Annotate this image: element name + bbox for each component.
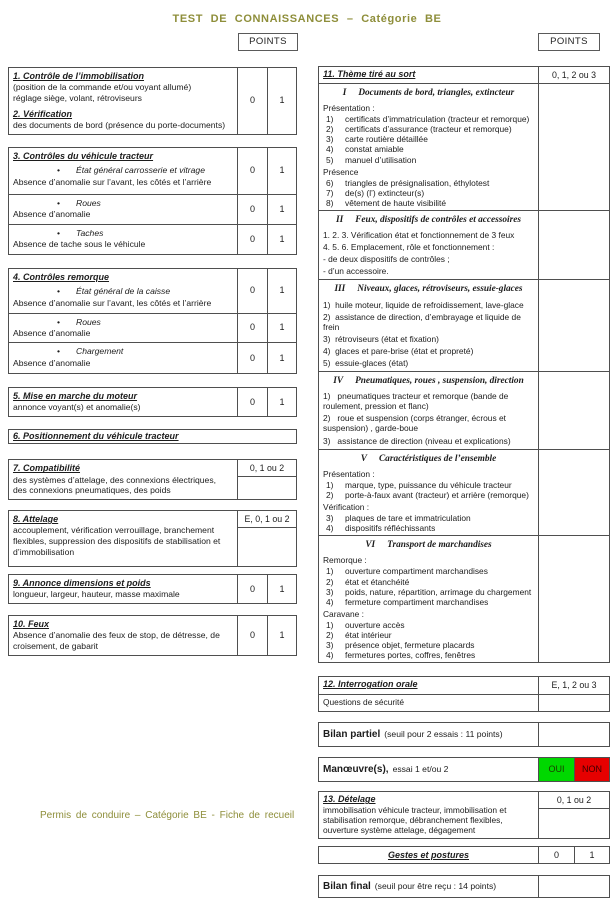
criterion-desc: annonce voyant(s) et anomalie(s) xyxy=(13,402,141,413)
section-2-line: des documents de bord (présence du porte-documents) xyxy=(13,119,226,130)
score-scale-label: E, 1, 2 ou 3 xyxy=(551,680,597,691)
left-column xyxy=(8,67,297,656)
theme-numeral: I xyxy=(342,88,347,98)
scoring-row xyxy=(9,430,296,443)
manoeuvre-box xyxy=(318,757,610,782)
theme-numeral: III xyxy=(334,284,346,295)
section-3-heading: 3. Contrôles du véhicule tracteur xyxy=(13,150,154,161)
section-11-text xyxy=(319,67,539,83)
page-footer: Permis de conduire – Catégorie BE - Fiche de recueil xyxy=(40,810,295,821)
theme-row xyxy=(319,372,609,450)
scoring-row xyxy=(319,695,609,711)
score-cell-1: 1 xyxy=(267,314,296,342)
section-6-text xyxy=(9,430,296,443)
score-cell-0: 0 xyxy=(249,95,255,106)
section-10-text xyxy=(9,616,238,655)
section-9-text xyxy=(9,575,238,603)
scoring-row xyxy=(9,388,296,416)
theme-title: Caractéristiques de l’ensemble xyxy=(378,453,497,464)
list-line: 2) roue et suspension (corps étranger, écrous et suspension) , garde-boue xyxy=(323,413,509,434)
list-line: 7) de(s) (l’) extincteur(s) xyxy=(326,187,425,198)
section-9-box xyxy=(8,574,297,604)
score-cell-empty xyxy=(539,536,609,662)
criterion-desc: Absence d’anomalie des feux de stop, de détresse, de croisement, de gabarit xyxy=(13,630,220,652)
bilan-final-text xyxy=(319,876,539,897)
criterion-desc: Absence d’anomalie xyxy=(13,328,91,339)
section-8-heading: 8. Attelage xyxy=(13,514,59,525)
bullet-icon: • xyxy=(57,346,61,357)
section-1-2-text xyxy=(9,68,238,134)
score-cell-1: 1 xyxy=(267,343,296,373)
bullet-item xyxy=(13,346,232,357)
list-line: 1) huile moteur, liquide de refroidissement, lave-glace xyxy=(323,299,524,310)
section-4-heading: 4. Contrôles remorque xyxy=(13,271,110,282)
criterion-desc: immobilisation véhicule tracteur, immobilisation et stabilisation remorque, débranchement flexibles, ouverture système attelage, dégagement xyxy=(323,804,507,836)
score-cell-0: 0 xyxy=(249,396,255,407)
section-5-text xyxy=(9,388,238,416)
scoring-row xyxy=(9,575,296,603)
list-line: Présentation : xyxy=(323,103,375,114)
scoring-row xyxy=(9,148,296,195)
section-9-heading: 9. Annonce dimensions et poids xyxy=(13,578,151,589)
score-cell-empty xyxy=(238,477,296,499)
list-line: Présentation : xyxy=(323,468,375,479)
score-cell-0: 0 xyxy=(249,583,255,594)
section-13-text xyxy=(319,792,539,838)
list-line: 5) manuel d’utilisation xyxy=(326,154,417,165)
theme-1-text xyxy=(319,84,539,210)
list-line: 1. 2. 3. Vérification état et fonctionnement de 3 feux xyxy=(323,230,515,241)
manoeuvre-note: essai 1 et/ou 2 xyxy=(392,764,449,775)
criterion-desc: Absence d’anomalie sur l’avant, les côtés et l’arrière xyxy=(13,297,212,308)
criterion-desc: accouplement, vérification verrouillage, branchement flexibles, suppression des dispositifs de stabilisation et d’immobilisation xyxy=(13,525,221,557)
list-line: 3) assistance de direction (niveau et explications) xyxy=(323,435,511,446)
score-column xyxy=(238,460,296,499)
list-line: Vérification : xyxy=(323,501,370,512)
scoring-row xyxy=(9,225,296,254)
scoring-row xyxy=(9,511,296,566)
score-column xyxy=(238,511,296,566)
theme-3-lines xyxy=(323,300,534,368)
list-line: 4) fermetures portes, coffres, fenêtres xyxy=(326,650,476,661)
score-cell-empty xyxy=(539,372,609,449)
theme-6-heading xyxy=(323,538,534,553)
theme-5-text xyxy=(319,450,539,536)
manoeuvre-text xyxy=(319,758,539,781)
theme-row xyxy=(319,211,609,280)
criterion-desc: des systèmes d’attelage, des connexions électriques, des connexions pneumatiques, des poids xyxy=(13,474,217,496)
section-5-box xyxy=(8,387,297,417)
points-header-left: POINTS xyxy=(238,33,298,51)
scoring-row xyxy=(9,460,296,499)
bullet-icon: • xyxy=(57,285,61,296)
list-line: 1) marque, type, puissance du véhicule tracteur xyxy=(326,479,512,490)
section-11-box xyxy=(318,66,610,663)
right-column xyxy=(318,66,610,898)
score-cell-0: 0 xyxy=(249,203,255,214)
list-line: 2) assistance de direction, d’embrayage et liquide de frein xyxy=(323,311,524,332)
list-line: 3) présence objet, fermeture placards xyxy=(326,639,475,650)
section-8-box xyxy=(8,510,297,567)
oui-cell: OUI xyxy=(539,758,574,781)
section-4-row2-text xyxy=(9,314,238,342)
list-line: 3) poids, nature, répartition, arrimage du chargement xyxy=(326,586,532,597)
score-cell-1: 1 xyxy=(267,388,296,416)
section-1-heading: 1. Contrôle de l’immobilisation xyxy=(13,71,145,81)
theme-row xyxy=(319,84,609,211)
list-line: 4) fermeture compartiment marchandises xyxy=(326,596,489,607)
points-header-right: POINTS xyxy=(538,33,600,51)
score-cell-0: 0 xyxy=(553,849,559,860)
score-cell-1: 1 xyxy=(267,148,296,194)
score-cell-1: 1 xyxy=(267,269,296,313)
scoring-row xyxy=(9,343,296,373)
bilan-final-box xyxy=(318,875,610,898)
criterion-desc: Absence de tache sous le véhicule xyxy=(13,239,146,250)
list-line: 4) constat amiable xyxy=(326,144,404,155)
list-line: 3) rétroviseurs (état et fixation) xyxy=(323,333,439,344)
list-line: 8) vêtement de haute visibilité xyxy=(326,197,447,208)
bullet-label: État général de la caisse xyxy=(76,285,171,296)
section-12-box xyxy=(318,676,610,712)
section-12-heading: 12. Interrogation orale xyxy=(323,679,418,690)
section-10-heading: 10. Feux xyxy=(13,619,50,630)
scoring-row xyxy=(9,269,296,314)
gestes-text xyxy=(319,847,539,863)
section-5-heading: 5. Mise en marche du moteur xyxy=(13,391,138,402)
bullet-label: Chargement xyxy=(76,346,124,357)
criterion-desc: Absence d’anomalie xyxy=(13,357,91,368)
theme-3-heading xyxy=(323,282,534,297)
section-10-box xyxy=(8,615,297,656)
score-cell-0: 0 xyxy=(249,285,255,296)
score-cell-0: 0 xyxy=(249,629,255,640)
theme-numeral: V xyxy=(360,453,367,464)
bilan-partiel-box xyxy=(318,722,610,747)
theme-6-text xyxy=(319,536,539,662)
section-7-text xyxy=(9,460,238,499)
list-line: 5) essuie-glaces (état) xyxy=(323,357,409,368)
section-3-box xyxy=(8,147,297,255)
score-cell-0: 0 xyxy=(249,352,255,363)
section-3-row2-text xyxy=(9,195,238,224)
scoring-row xyxy=(319,723,609,746)
theme-row xyxy=(319,536,609,662)
theme-2-heading xyxy=(323,213,534,228)
section-1-line: (position de la commande et/ou voyant allumé) xyxy=(13,82,192,93)
score-scale-label: 0, 1, 2 ou 3 xyxy=(551,69,597,80)
theme-numeral: VI xyxy=(365,540,376,551)
theme-3-text xyxy=(319,280,539,371)
list-line: 1) ouverture compartiment marchandises xyxy=(326,566,488,577)
theme-2-lines xyxy=(323,230,534,276)
score-scale-label: 0, 1 ou 2 xyxy=(539,792,609,809)
theme-5-heading xyxy=(323,452,534,467)
section-13-box xyxy=(318,791,610,839)
list-line: - de deux dispositifs de contrôles ; xyxy=(323,254,450,265)
theme-4-text xyxy=(319,372,539,449)
scoring-row xyxy=(319,677,609,695)
theme-1-lines xyxy=(323,103,534,208)
theme-4-lines xyxy=(323,391,534,445)
bullet-item xyxy=(13,198,232,209)
section-1-2-box xyxy=(8,67,297,135)
score-cell-empty xyxy=(539,723,609,746)
theme-row xyxy=(319,280,609,372)
list-line: 2) porte-à-faux avant (tracteur) et arrière (remorque) xyxy=(326,489,529,500)
bullet-label: Roues xyxy=(76,316,101,327)
theme-title: Feux, dispositifs de contrôles et accessoires xyxy=(355,214,522,225)
section-11-heading: 11. Thème tiré au sort xyxy=(323,69,416,79)
section-12-text xyxy=(319,677,539,694)
section-6-heading: 6. Positionnement du véhicule tracteur xyxy=(13,431,179,442)
section-2-heading: 2. Vérification xyxy=(13,108,73,119)
gestes-box xyxy=(318,846,610,864)
list-line: - d’un accessoire. xyxy=(323,266,389,277)
section-4-box xyxy=(8,268,297,374)
bilan-partiel-note: (seuil pour 2 essais : 11 points) xyxy=(384,729,503,740)
gestes-heading: Gestes et postures xyxy=(387,849,470,860)
bullet-label: État général carrosserie et vitrage xyxy=(76,164,205,175)
score-column xyxy=(539,792,609,838)
bullet-label: Taches xyxy=(76,227,104,238)
criterion-desc: Questions de sécurité xyxy=(319,695,539,711)
theme-6-lines xyxy=(323,555,534,660)
theme-title: Documents de bord, triangles, extincteur xyxy=(358,88,515,98)
list-line: 4) glaces et pare-brise (état et propreté) xyxy=(323,345,474,356)
score-cell-empty xyxy=(539,809,609,838)
bullet-item xyxy=(13,317,232,328)
score-cell-1: 1 xyxy=(267,68,296,134)
list-line: Caravane : xyxy=(323,608,364,619)
score-cell-0: 0 xyxy=(249,322,255,333)
section-3-row3-text xyxy=(9,225,238,254)
score-cell-1: 1 xyxy=(267,616,296,655)
scoring-row xyxy=(319,792,609,838)
list-line: 1) pneumatiques tracteur et remorque (bande de roulement, pression et flanc) xyxy=(323,391,511,412)
bullet-icon: • xyxy=(57,316,61,327)
score-scale-label: E, 0, 1 ou 2 xyxy=(238,511,296,528)
score-cell-empty xyxy=(539,84,609,210)
score-cell-0: 0 xyxy=(249,165,255,176)
score-cell-empty xyxy=(539,211,609,279)
list-line: 1) certificats d’immatriculation (tracteur et remorque) xyxy=(326,114,530,125)
bilan-partiel-text xyxy=(319,723,539,746)
scoring-row xyxy=(319,758,609,781)
bullet-item xyxy=(13,165,232,176)
bilan-partiel-label: Bilan partiel xyxy=(323,728,381,740)
theme-title: Niveaux, glaces, rétroviseurs, essuie-glaces xyxy=(357,284,523,295)
section-7-box xyxy=(8,459,297,500)
score-cell-1: 1 xyxy=(574,847,609,863)
list-line: Remorque : xyxy=(323,555,367,566)
theme-numeral: II xyxy=(335,214,344,225)
list-line: 2) état intérieur xyxy=(326,629,392,640)
theme-4-heading xyxy=(323,374,534,389)
theme-5-lines xyxy=(323,469,534,533)
score-cell-empty xyxy=(539,876,609,897)
criterion-desc: Absence d’anomalie xyxy=(13,209,91,220)
criterion-desc: longueur, largeur, hauteur, masse maximale xyxy=(13,589,180,600)
list-line: 4. 5. 6. Emplacement, rôle et fonctionnement : xyxy=(323,242,495,253)
theme-row xyxy=(319,450,609,537)
score-cell-1: 1 xyxy=(267,195,296,224)
score-scale-label: 0, 1 ou 2 xyxy=(238,460,296,477)
list-line: 2) certificats d’assurance (tracteur et remorque) xyxy=(326,124,512,135)
section-7-heading: 7. Compatibilité xyxy=(13,463,81,474)
scoring-row xyxy=(9,616,296,655)
section-4-row1-text xyxy=(9,269,238,313)
non-cell: NON xyxy=(574,758,609,781)
bullet-icon: • xyxy=(57,164,61,175)
score-cell-empty xyxy=(238,528,296,566)
list-line: 1) ouverture accès xyxy=(326,619,405,630)
theme-1-heading xyxy=(323,86,534,101)
bullet-item xyxy=(13,228,232,239)
section-3-row1-text xyxy=(9,148,238,194)
score-cell-0: 0 xyxy=(249,233,255,244)
theme-title: Transport de marchandises xyxy=(387,540,492,551)
scoring-row xyxy=(9,314,296,343)
list-line: Présence xyxy=(323,166,359,177)
bullet-item xyxy=(13,286,232,297)
section-1-line: réglage siège, volant, rétroviseurs xyxy=(13,92,142,103)
list-line: 3) carte routière détaillée xyxy=(326,134,428,145)
bullet-label: Roues xyxy=(76,197,101,208)
list-line: 4) dispositifs réfléchissants xyxy=(326,523,436,534)
manoeuvre-label: Manœuvre(s), xyxy=(323,763,389,775)
score-cell-empty xyxy=(539,450,609,536)
theme-2-text xyxy=(319,211,539,279)
bilan-final-note: (seuil pour être reçu : 14 points) xyxy=(374,881,497,892)
theme-title: Pneumatiques, roues , suspension, direction xyxy=(355,376,524,387)
section-6-box xyxy=(8,429,297,444)
bullet-icon: • xyxy=(57,197,61,208)
section-4-row3-text xyxy=(9,343,238,373)
score-cell-1: 1 xyxy=(267,575,296,603)
page-title: TEST DE CONNAISSANCES – Catégorie BE xyxy=(172,13,442,25)
list-line: 2) état et étanchéité xyxy=(326,576,410,587)
theme-numeral: IV xyxy=(333,376,344,387)
list-line: 6) triangles de présignalisation, éthylotest xyxy=(326,177,490,188)
list-line: 3) plaques de tare et immatriculation xyxy=(326,513,471,524)
score-cell-1: 1 xyxy=(267,225,296,254)
criterion-desc: Absence d’anomalie sur l’avant, les côtés et l’arrière xyxy=(13,176,212,187)
scoring-row xyxy=(319,847,609,863)
bilan-final-label: Bilan final xyxy=(323,880,371,892)
section-8-text xyxy=(9,511,238,566)
section-13-heading: 13. Dételage xyxy=(323,794,376,805)
score-cell-empty xyxy=(539,695,609,711)
scoring-row xyxy=(319,67,609,84)
scoring-row xyxy=(9,195,296,225)
scoring-row xyxy=(319,876,609,897)
score-cell-empty xyxy=(539,280,609,371)
scoring-row xyxy=(9,68,296,134)
bullet-icon: • xyxy=(57,227,61,238)
